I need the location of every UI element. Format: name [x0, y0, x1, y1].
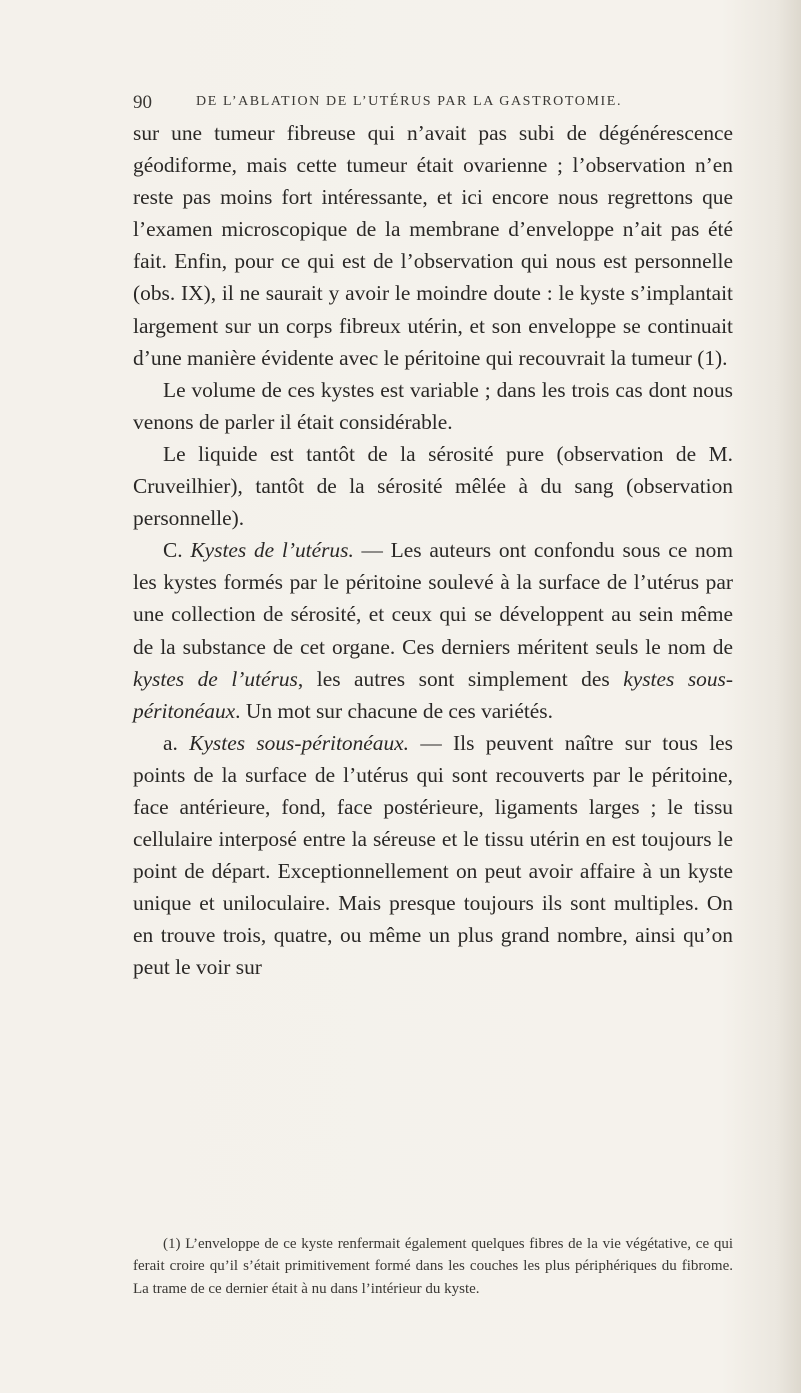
- running-title: DE L’ABLATION DE L’UTÉRUS PAR LA GASTROTOMIE.: [196, 94, 623, 109]
- paragraph-text: , les autres sont simplement des: [297, 666, 624, 691]
- page-header: [133, 92, 733, 116]
- paragraph-volume: Le volume de ces kystes est variable ; dans les trois cas dont nous venons de parler il était considérable.: [133, 377, 733, 434]
- section-title-kystes-uterus: Kystes de l’utérus.: [190, 538, 354, 563]
- section-letter-a: a.: [163, 730, 190, 755]
- paragraph-sous-peritoneaux: [133, 727, 733, 984]
- paragraph-kystes-uterus: [133, 534, 733, 727]
- paragraph-text: — Ils peuvent naître sur tous les points de la surface de l’utérus qui sont recouverts par le péritoine, face antérieure, fond, face postérieure, ligaments larges ; le tissu cellulaire interposé entre la séreuse et le tissu utérin en est toujours le point de départ. Exceptionnellement on peut avoir affaire à un kyste unique et uniloculaire. Mais presque toujours ils sont multiples. On en trouve trois, quatre, ou même un plus grand nombre, ainsi qu’on peut le voir sur: [133, 730, 733, 980]
- footnote: [133, 1233, 733, 1300]
- paragraph-liquide: Le liquide est tantôt de la sérosité pure (observation de M. Cruveilhier), tantôt de la sérosité mêlée à du sang (observation personnelle).: [133, 441, 733, 531]
- section-title-sous-peritoneaux: Kystes sous-péritonéaux.: [189, 730, 410, 755]
- term-kystes-sous-peritoneaux: kystes sous-péritonéaux: [133, 666, 733, 723]
- paragraph-text: . Un mot sur chacune de ces variétés.: [235, 698, 553, 723]
- footnote-text: (1) L’enveloppe de ce kyste renfermait également quelques fibres de la vie végétative, ce qui ferait croire qu’il s’était primitivement formé dans les couches les plus périphériques du fibrome. La trame de ce dernier était à nu dans l’intérieur du kyste.: [133, 1236, 733, 1297]
- main-text: [133, 117, 733, 984]
- page-number: 90: [133, 92, 152, 113]
- term-kystes-uterus: kystes de l’utérus: [133, 666, 298, 691]
- section-letter-c: C.: [163, 538, 191, 563]
- paragraph-continuation: sur une tumeur fibreuse qui n’avait pas subi de dégénérescence géodiforme, mais cette tumeur était ovarienne ; l’observation n’en reste pas moins fort intéressante, et ici encore nous regrettons que l’examen microscopique de la membrane d’enveloppe n’ait pas été fait. Enfin, pour ce qui est de l’observation qui nous est personnelle (obs. IX), il ne saurait y avoir le moindre doute : le kyste s’implantait largement sur un corps fibreux utérin, et son enveloppe se continuait d’une manière évidente avec le péritoine qui recouvrait la tumeur (1).: [133, 121, 733, 370]
- paragraph-text: — Les auteurs ont confondu sous ce nom les kystes formés par le péritoine soulevé à la surface de l’utérus par une collection de sérosité, et ceux qui se développent au sein même de la substance de cet organe. Ces derniers méritent seuls le nom de: [133, 538, 733, 659]
